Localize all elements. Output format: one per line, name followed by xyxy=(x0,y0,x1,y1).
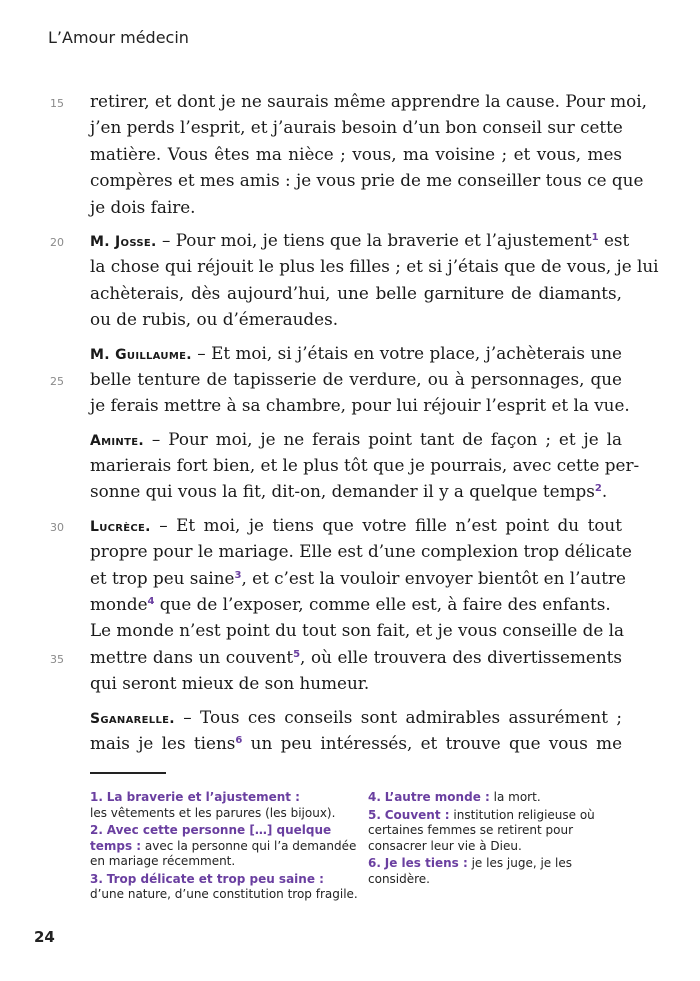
footnote-divider xyxy=(90,772,166,774)
footnotes-right-column xyxy=(368,790,608,889)
footnote-ref[interactable]: 2 xyxy=(594,483,602,495)
line-number: 35 xyxy=(50,652,64,666)
speech-sganarelle xyxy=(90,704,622,757)
text-line: propre pour le mariage. Elle est d’une complexion trop délicate xyxy=(90,541,632,562)
speech-aminte xyxy=(90,426,640,505)
text-line: je ferais mettre à sa chambre, pour lui réjouir l’esprit et la vue. xyxy=(90,395,630,416)
line-number: 25 xyxy=(50,374,64,388)
text-line: 20 M. Josse. – Pour moi, je tiens que la braverie et l’ajustement$^1$ est xyxy=(90,227,622,253)
speech-lucrece xyxy=(50,512,632,697)
text-line: je dois faire. xyxy=(90,196,196,217)
text-line: achèterais, dès aujourd’hui, une belle garniture de diamants, xyxy=(90,282,622,303)
line-number: 30 xyxy=(50,520,64,534)
footnote-ref[interactable]: 6 xyxy=(235,734,243,746)
text-line: 15 retirer, et dont je ne saurais même apprendre la cause. Pour moi, xyxy=(90,88,622,114)
text-line: la chose qui réjouit le plus les filles ; et si j’étais que de vous, je lui xyxy=(90,256,659,277)
play-text xyxy=(50,88,659,763)
footnote-3: 3. Trop délicate et trop peu saine : d’une nature, d’une constitution trop fragile. xyxy=(90,871,358,901)
speaker-name: Sganarelle. xyxy=(90,710,175,727)
speaker-name: Lucrèce. xyxy=(90,518,151,535)
footnote-2: 2. Avec cette personne […] quelque temps : avec la personne qui l’a demandée en mariage récemment. xyxy=(90,823,357,868)
text-line: j’en perds l’esprit, et j’aurais besoin d’un bon conseil sur cette xyxy=(90,117,623,138)
speaker-name: M. Josse. xyxy=(90,233,157,250)
text-line: 30 Lucrèce. – Et moi, je tiens que votre fille n’est point du tout xyxy=(90,512,622,538)
text-line: Le monde n’est point du tout son fait, et je vous conseille de la xyxy=(90,620,624,641)
text-line: qui seront mieux de son humeur. xyxy=(90,673,370,694)
speaker-name: Aminte. xyxy=(90,432,144,449)
text-line: monde$^4$ que de l’exposer, comme elle est, à faire des enfants. xyxy=(90,594,611,615)
text-line: Aminte. – Pour moi, je ne ferais point tant de façon ; et je la xyxy=(90,428,622,449)
footnotes-left-column xyxy=(90,790,360,905)
text-line: 35 mettre dans un couvent$^5$, où elle trouvera des divertissements xyxy=(90,644,622,670)
text-line: M. Guillaume. – Et moi, si j’étais en votre place, j’achèterais une xyxy=(90,342,622,363)
speech-continuation xyxy=(50,88,647,220)
text-line: Sganarelle. – Tous ces conseils sont admirables assurément ; xyxy=(90,706,622,727)
text-line: ou de rubis, ou d’émeraudes. xyxy=(90,309,339,330)
speaker-name: M. Guillaume. xyxy=(90,346,192,363)
text-line: matière. Vous êtes ma nièce ; vous, ma voisine ; et vous, mes xyxy=(90,143,622,164)
footnote-1: 1. La braverie et l’ajustement : les vêtements et les parures (les bijoux). xyxy=(90,790,336,820)
footnote-4: 4. L’autre monde : la mort. xyxy=(368,790,541,804)
footnote-ref[interactable]: 4 xyxy=(147,596,155,608)
footnote-ref[interactable]: 1 xyxy=(591,231,599,243)
footnote-ref[interactable]: 5 xyxy=(293,648,301,660)
text-line: et trop peu saine$^3$, et c’est la vouloir envoyer bientôt en l’autre xyxy=(90,567,626,588)
line-number: 15 xyxy=(50,97,64,110)
running-title: L’Amour médecin xyxy=(48,28,189,47)
speech-m-guillaume xyxy=(50,340,630,419)
line-number: 20 xyxy=(50,235,64,249)
footnote-6: 6. Je les tiens : je les juge, je les considère. xyxy=(368,856,572,886)
text-line: mais je les tiens$^6$ un peu intéressés, et trouve que vous me xyxy=(90,732,622,753)
footnote-5: 5. Couvent : institution religieuse où certaines femmes se retirent pour consacrer leur vie à Dieu. xyxy=(368,807,595,853)
page-number: 24 xyxy=(34,928,55,946)
text-line: compères et mes amis : je vous prie de me conseiller tous ce que xyxy=(90,170,644,191)
footnote-ref[interactable]: 3 xyxy=(234,569,242,581)
text-line: sonne qui vous la fit, dit-on, demander il y a quelque temps$^2$. xyxy=(90,481,608,502)
speech-m-josse xyxy=(50,227,659,333)
text-line: marierais fort bien, et le plus tôt que je pourrais, avec cette per- xyxy=(90,455,640,476)
text-line: 25 belle tenture de tapisserie de verdure, ou à personnages, que xyxy=(90,366,622,392)
